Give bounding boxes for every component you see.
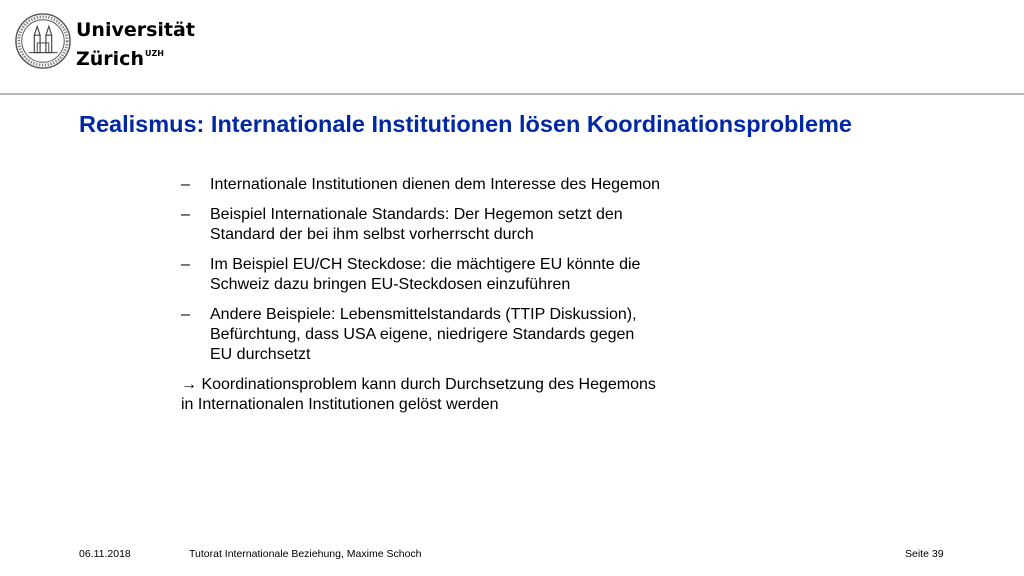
logo-line1: Universität bbox=[76, 19, 195, 41]
logo-line2 bbox=[76, 42, 195, 71]
bullet-line: Schweiz dazu bringen EU-Steckdosen einzuführen bbox=[210, 276, 571, 293]
logo-line2-text: Zürich bbox=[76, 48, 144, 70]
bullet-line: Im Beispiel EU/CH Steckdose: die mächtigere EU könnte die bbox=[210, 256, 641, 273]
university-logo bbox=[14, 12, 195, 72]
footer-date: 06.11.2018 bbox=[79, 548, 131, 560]
logo-abbr: UZH bbox=[144, 49, 164, 58]
bullet-line: Beispiel Internationale Standards: Der Hegemon setzt den bbox=[210, 206, 623, 223]
bullet-item bbox=[181, 205, 741, 245]
bullet-line: Internationale Institutionen dienen dem Interesse des Hegemon bbox=[210, 176, 661, 193]
university-name bbox=[76, 19, 195, 71]
bullet-item bbox=[181, 305, 741, 365]
conclusion-line: in Internationalen Institutionen gelöst werden bbox=[181, 396, 499, 413]
bullet-marker: – bbox=[181, 176, 190, 193]
header-divider bbox=[0, 93, 1024, 95]
slide-title: Realismus: Internationale Institutionen lösen Koordinationsprobleme bbox=[79, 111, 852, 137]
bullet-marker: – bbox=[181, 206, 190, 223]
slide-content bbox=[181, 175, 741, 415]
bullet-item bbox=[181, 255, 741, 295]
bullet-marker: – bbox=[181, 256, 190, 273]
footer-page-number: Seite 39 bbox=[905, 548, 944, 560]
bullet-line: Standard der bei ihm selbst vorherrscht durch bbox=[210, 226, 534, 243]
bullet-line: Andere Beispiele: Lebensmittelstandards (TTIP Diskussion), bbox=[210, 306, 637, 323]
bullet-item bbox=[181, 175, 741, 195]
uzh-seal-icon bbox=[14, 12, 72, 70]
bullet-line: EU durchsetzt bbox=[210, 346, 311, 363]
bullet-marker: – bbox=[181, 306, 190, 323]
conclusion-text bbox=[181, 375, 741, 415]
conclusion-line: → Koordinationsproblem kann durch Durchsetzung des Hegemons bbox=[181, 376, 656, 393]
footer-course: Tutorat Internationale Beziehung, Maxime Schoch bbox=[189, 548, 422, 560]
bullet-line: Befürchtung, dass USA eigene, niedrigere Standards gegen bbox=[210, 326, 635, 343]
